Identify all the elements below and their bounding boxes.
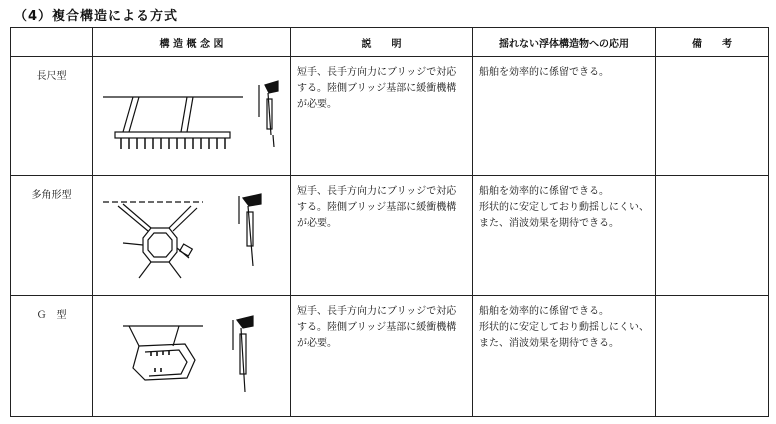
row-type-label: Ｇ 型 (11, 296, 93, 417)
table-row (11, 176, 769, 296)
polygon-type-diagram (93, 176, 290, 295)
row-description: 短手、長手方向力にブリッジで対応 する。陸側ブリッジ基部に緩衝機構 が必要。 (291, 296, 473, 417)
header-remarks: 備 考 (656, 28, 769, 57)
header-diagram: 構 造 概 念 図 (93, 28, 291, 57)
row-description: 短手、長手方向力にブリッジで対応 する。陸側ブリッジ基部に緩衝機構 が必要。 (291, 176, 473, 296)
header-application: 揺れない浮体構造物への応用 (473, 28, 656, 57)
g-type-diagram (93, 296, 290, 416)
row-remarks (656, 296, 769, 417)
structure-table (10, 27, 769, 417)
row-application: 船舶を効率的に係留できる。 形状的に安定しており動揺しにくい、 また、消波効果を期待できる。 (473, 176, 656, 296)
row-type-label: 長尺型 (11, 57, 93, 176)
row-description: 短手、長手方向力にブリッジで対応 する。陸側ブリッジ基部に緩衝機構 が必要。 (291, 57, 473, 176)
header-row (11, 28, 769, 57)
header-type (11, 28, 93, 57)
row-remarks (656, 176, 769, 296)
row-application: 船舶を効率的に係留できる。 形状的に安定しており動揺しにくい、 また、消波効果を期待できる。 (473, 296, 656, 417)
diagram-polygon-type (93, 176, 291, 296)
long-type-diagram (93, 57, 290, 175)
diagram-g-type (93, 296, 291, 417)
row-type-label: 多角形型 (11, 176, 93, 296)
row-application: 船舶を効率的に係留できる。 (473, 57, 656, 176)
row-remarks (656, 57, 769, 176)
header-description: 説 明 (291, 28, 473, 57)
diagram-long-type (93, 57, 291, 176)
table-row (11, 57, 769, 176)
section-title: （4）複合構造による方式 (14, 9, 179, 24)
table-row (11, 296, 769, 417)
